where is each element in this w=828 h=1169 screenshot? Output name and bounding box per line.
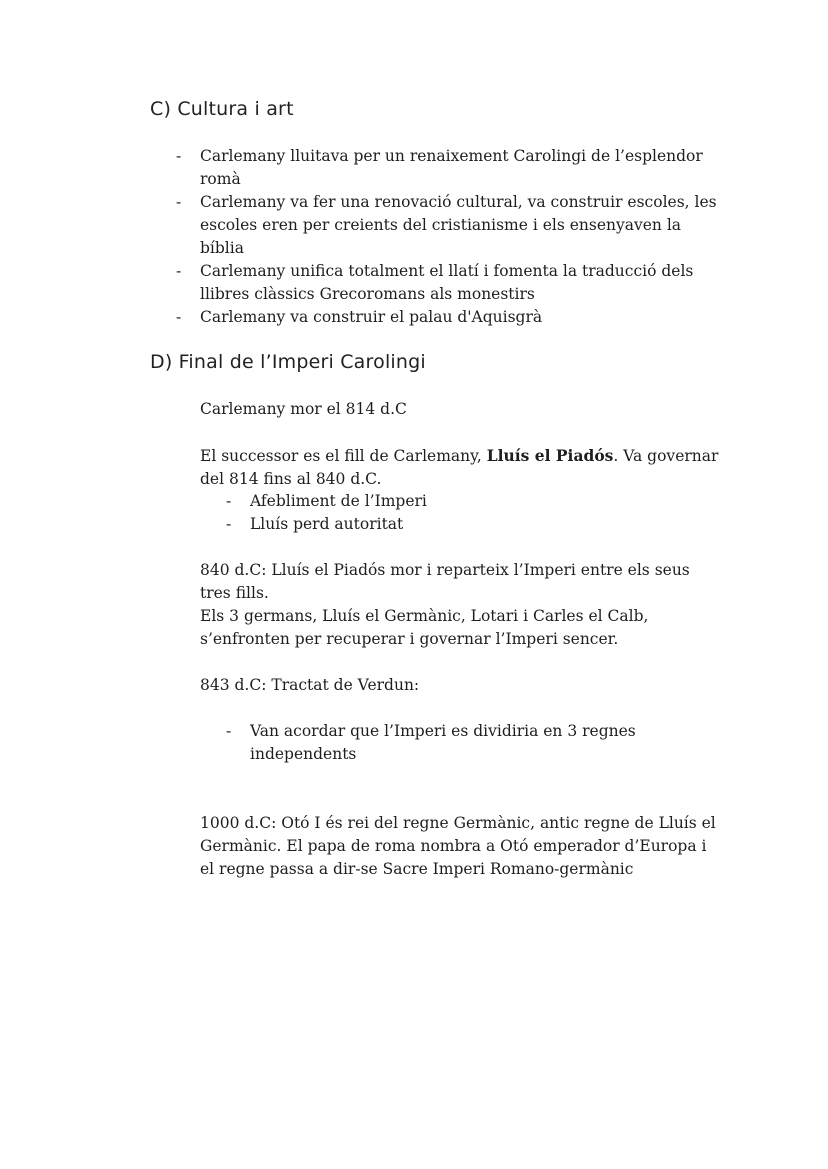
brothers-paragraph: Els 3 germans, Lluís el Germànic, Lotari i Carles el Calb, s’enfronten per recuperar i governar l’Imperi sencer.: [200, 607, 649, 648]
culture-list: [200, 145, 720, 329]
list-item: - Carlemany lluitava per un renaixement Carolingi de l’esplendor romà: [200, 145, 720, 191]
list-item: - Afebliment de l’Imperi: [250, 490, 720, 513]
list-item: - Carlemany unifica totalment el llatí i fomenta la traducció dels llibres clàssics Grecoromans als monestirs: [200, 260, 720, 306]
verdun-list: [250, 720, 720, 766]
division-paragraph: 840 d.C: Lluís el Piadós mor i reparteix l’Imperi entre els seus tres fills.: [200, 561, 690, 602]
list-item: - Lluís perd autoritat: [250, 513, 720, 536]
section-d-heading: D) Final de l’Imperi Carolingi: [150, 351, 426, 373]
list-item: - Carlemany va construir el palau d'Aquisgrà: [200, 306, 720, 329]
list-item: - Van acordar que l’Imperi es dividiria en 3 regnes independents: [250, 720, 720, 766]
successor-paragraph: [200, 444, 720, 491]
list-item: - Carlemany va fer una renovació cultural, va construir escoles, les escoles eren per creients del cristianisme i els ensenyaven la bíblia: [200, 191, 720, 260]
otto-paragraph: 1000 d.C: Otó I és rei del regne Germànic, antic regne de Lluís el Germànic. El papa de roma nombra a Otó emperador d’Europa i el regne passa a dir-se Sacre Imperi Romano-germànic: [200, 814, 716, 878]
death-paragraph: Carlemany mor el 814 d.C: [200, 400, 407, 418]
section-c-heading: C) Cultura i art: [150, 98, 294, 120]
successor-text-after: . Va governar del 814 fins al 840 d.C.: [200, 447, 719, 488]
successor-list: [250, 490, 720, 536]
successor-name: Lluís el Piadós: [486, 446, 614, 465]
successor-text-before: El successor es el fill de Carlemany,: [200, 447, 487, 465]
verdun-paragraph: 843 d.C: Tractat de Verdun:: [200, 676, 420, 694]
